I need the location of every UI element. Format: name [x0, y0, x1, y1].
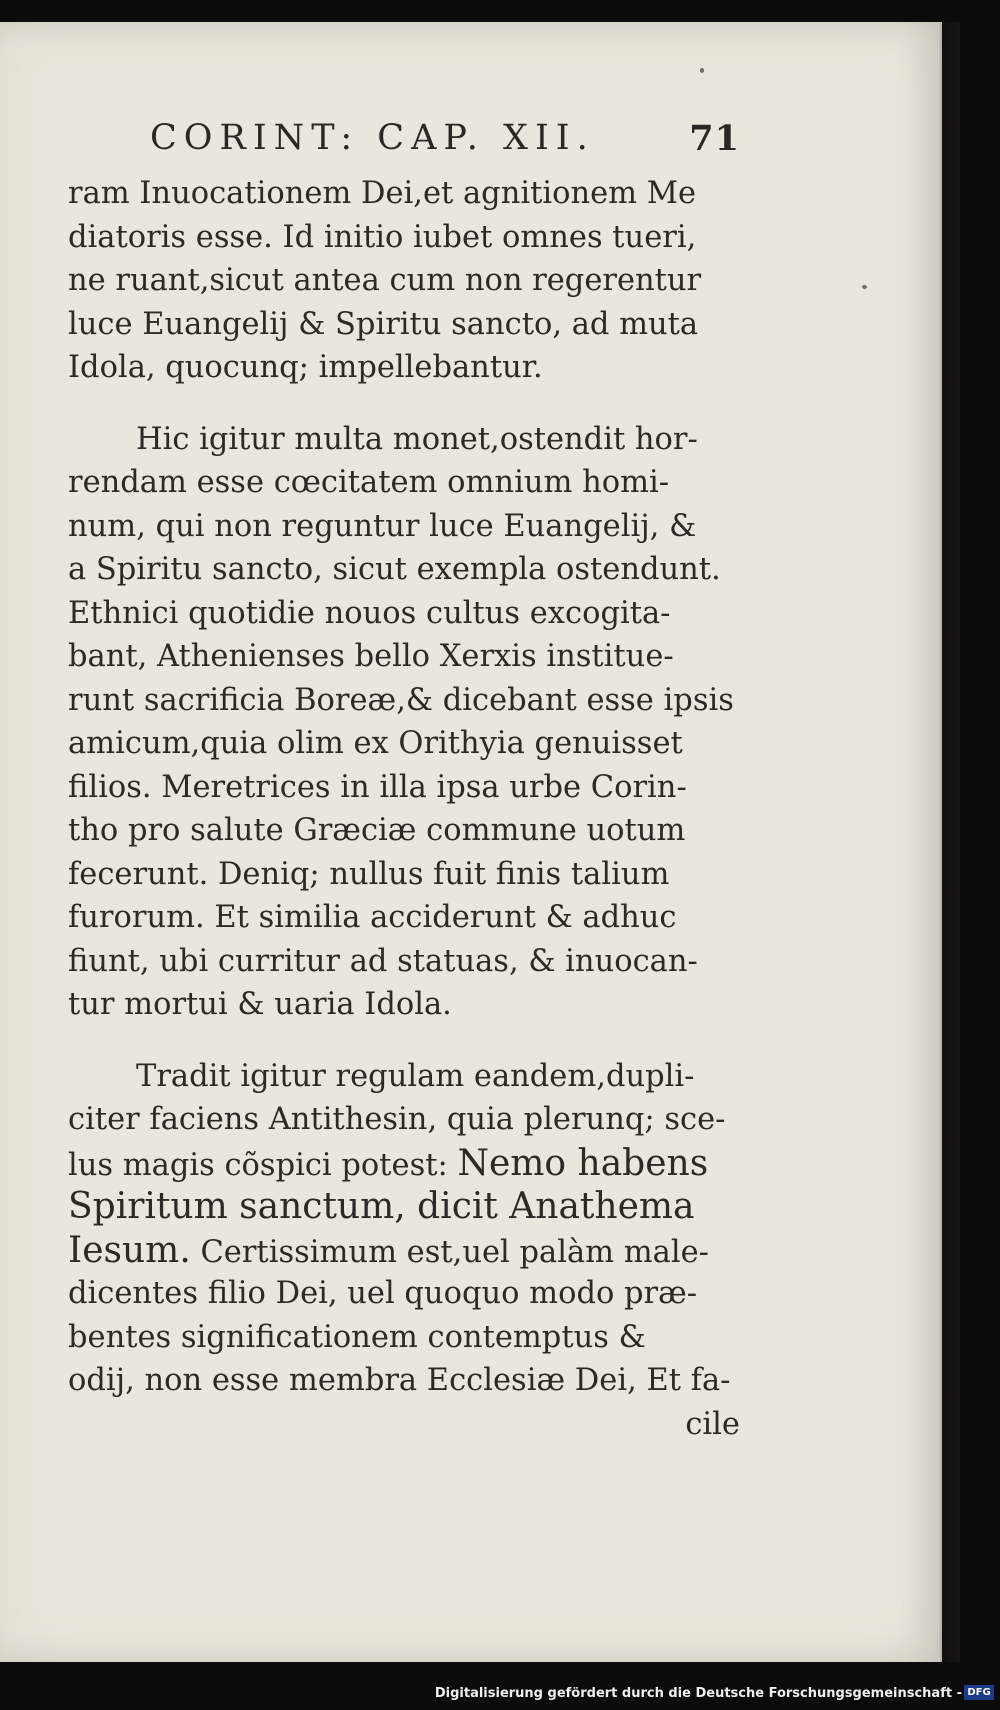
- paragraph-gap: [68, 390, 748, 418]
- text-line: a Spiritu sancto, sicut exempla ostendunt.: [68, 552, 721, 587]
- quoted-verse: Nemo habens: [457, 1142, 709, 1184]
- text-line: luce Euangelij & Spiritu sancto, ad muta: [68, 306, 699, 342]
- text-line: num, qui non reguntur luce Euangelij, &: [68, 508, 697, 544]
- text-line: bant, Athenienses bello Xerxis institue-: [68, 639, 674, 674]
- text-line: filios. Meretrices in illa ipsa urbe Corin-: [68, 769, 687, 805]
- text-line: [68, 1229, 748, 1273]
- text-line: fiunt, ubi curritur ad statuas, & inuocan-: [68, 943, 698, 979]
- text-line: tur mortui & uaria Idola.: [68, 987, 452, 1022]
- paper-speck: [862, 285, 867, 289]
- text-segment: Certissimum est,uel palàm male-: [200, 1234, 709, 1270]
- text-line: amicum,quia olim ex Orithyia genuisset: [68, 726, 683, 761]
- page-edge-shadow: [936, 22, 960, 1662]
- text-segment: lus magis cõspici potest:: [68, 1147, 448, 1183]
- paper-speck: [700, 68, 704, 73]
- text-line: dicentes filio Dei, uel quoquo modo præ-: [68, 1276, 698, 1311]
- text-line: [68, 1142, 748, 1186]
- page-number: 71: [689, 118, 740, 159]
- running-title: CORINT: CAP. XII.: [150, 118, 595, 158]
- text-line: Idola, quocunq; impellebantur.: [68, 350, 543, 385]
- paragraph-gap: [68, 1027, 748, 1055]
- text-line: tho pro salute Græciæ commune uotum: [68, 813, 686, 848]
- text-line: diatoris esse. Id initio iubet omnes tueri,: [68, 219, 697, 255]
- text-line: bentes significationem contemptus &: [68, 1319, 646, 1355]
- text-line: furorum. Et similia acciderunt & adhuc: [68, 900, 677, 935]
- text-line: fecerunt. Deniq; nullus fuit finis talium: [68, 856, 670, 892]
- footer-credit: Digitalisierung gefördert durch die Deutsche Forschungsgemeinschaft -: [434, 1686, 962, 1701]
- text-line: citer faciens Antithesin, quia plerunq; sce-: [68, 1102, 726, 1137]
- quoted-verse-line: Spiritum sanctum, dicit Anathema: [68, 1186, 695, 1227]
- text-line: Hic igitur multa monet,ostendit hor-: [136, 421, 698, 457]
- text-line: ram Inuocationem Dei,et agnitionem Me: [68, 176, 697, 211]
- body-text: [68, 172, 748, 1446]
- text-line: Ethnici quotidie nouos cultus excogita-: [68, 595, 671, 631]
- text-line: rendam esse cœcitatem omnium homi-: [68, 465, 670, 500]
- quoted-verse: Iesum.: [68, 1229, 191, 1271]
- text-line: ne ruant,sicut antea cum non regerentur: [68, 263, 702, 298]
- digitization-footer: [0, 1682, 1000, 1706]
- catchword: cile: [685, 1406, 740, 1442]
- text-line: odij, non esse membra Ecclesiæ Dei, Et fa-: [68, 1363, 731, 1398]
- running-header: [150, 118, 740, 168]
- dfg-logo: DFG: [964, 1685, 994, 1700]
- text-line: Tradit igitur regulam eandem,dupli-: [136, 1058, 695, 1094]
- text-line: runt sacrificia Boreæ,& dicebant esse ipsis: [68, 682, 734, 718]
